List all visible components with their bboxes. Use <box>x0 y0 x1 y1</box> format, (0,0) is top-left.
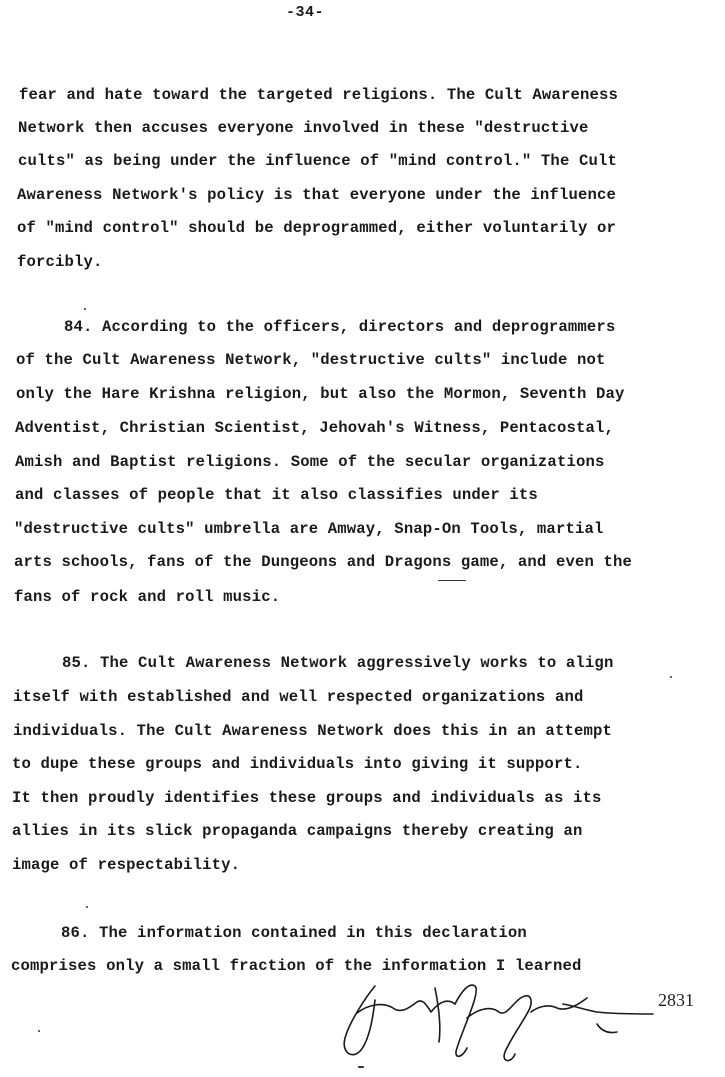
text-line: fear and hate toward the targeted religions. The Cult Awareness <box>19 86 618 104</box>
text-line: Awareness Network's policy is that everyone under the influence <box>17 186 616 204</box>
text-line: only the Hare Krishna religion, but also the Mormon, Seventh Day <box>16 385 625 403</box>
scan-speck <box>670 676 672 678</box>
text-line: individuals. The Cult Awareness Network does this in an attempt <box>13 722 612 740</box>
text-line: "destructive cults" umbrella are Amway, Snap-On Tools, martial <box>14 520 604 538</box>
text-line: It then proudly identifies these groups and individuals as its <box>12 789 602 807</box>
text-line: forcibly. <box>17 253 103 271</box>
text-line: of the Cult Awareness Network, "destructive cults" include not <box>16 351 606 369</box>
text-line: allies in its slick propaganda campaigns thereby creating an <box>12 822 583 840</box>
page-number: -34- <box>285 4 324 21</box>
text-line: itself with established and well respected organizations and <box>13 688 584 706</box>
text-line: fans of rock and roll music. <box>14 588 281 606</box>
text-line: arts schools, fans of the Dungeons and Dragons game, and even the <box>14 553 633 571</box>
text-line: Adventist, Christian Scientist, Jehovah's Witness, Pentacostal, <box>15 419 614 437</box>
text-line: of "mind control" should be deprogrammed, either voluntarily or <box>17 219 616 237</box>
signature-image <box>335 968 655 1068</box>
text-line: 84. According to the officers, directors and deprogrammers <box>64 318 616 336</box>
scan-speck <box>84 308 86 310</box>
text-line: comprises only a small fraction of the information I learned <box>11 957 582 975</box>
scan-speck <box>358 1066 364 1068</box>
scan-speck <box>86 906 88 908</box>
text-line: cults" as being under the influence of "mind control." The Cult <box>18 152 617 170</box>
text-line: Amish and Baptist religions. Some of the secular organizations <box>15 453 605 471</box>
text-line: image of respectability. <box>12 856 241 874</box>
scan-speck <box>438 580 466 581</box>
text-line: Network then accuses everyone involved in these "destructive <box>18 119 589 137</box>
text-line: and classes of people that it also classifies under its <box>15 486 538 504</box>
scan-speck <box>38 1030 40 1032</box>
text-line: 86. The information contained in this declaration <box>61 924 527 942</box>
bates-number: 2831 <box>658 990 694 1010</box>
text-line: 85. The Cult Awareness Network aggressively works to align <box>62 654 614 672</box>
text-line: to dupe these groups and individuals into giving it support. <box>12 755 583 773</box>
